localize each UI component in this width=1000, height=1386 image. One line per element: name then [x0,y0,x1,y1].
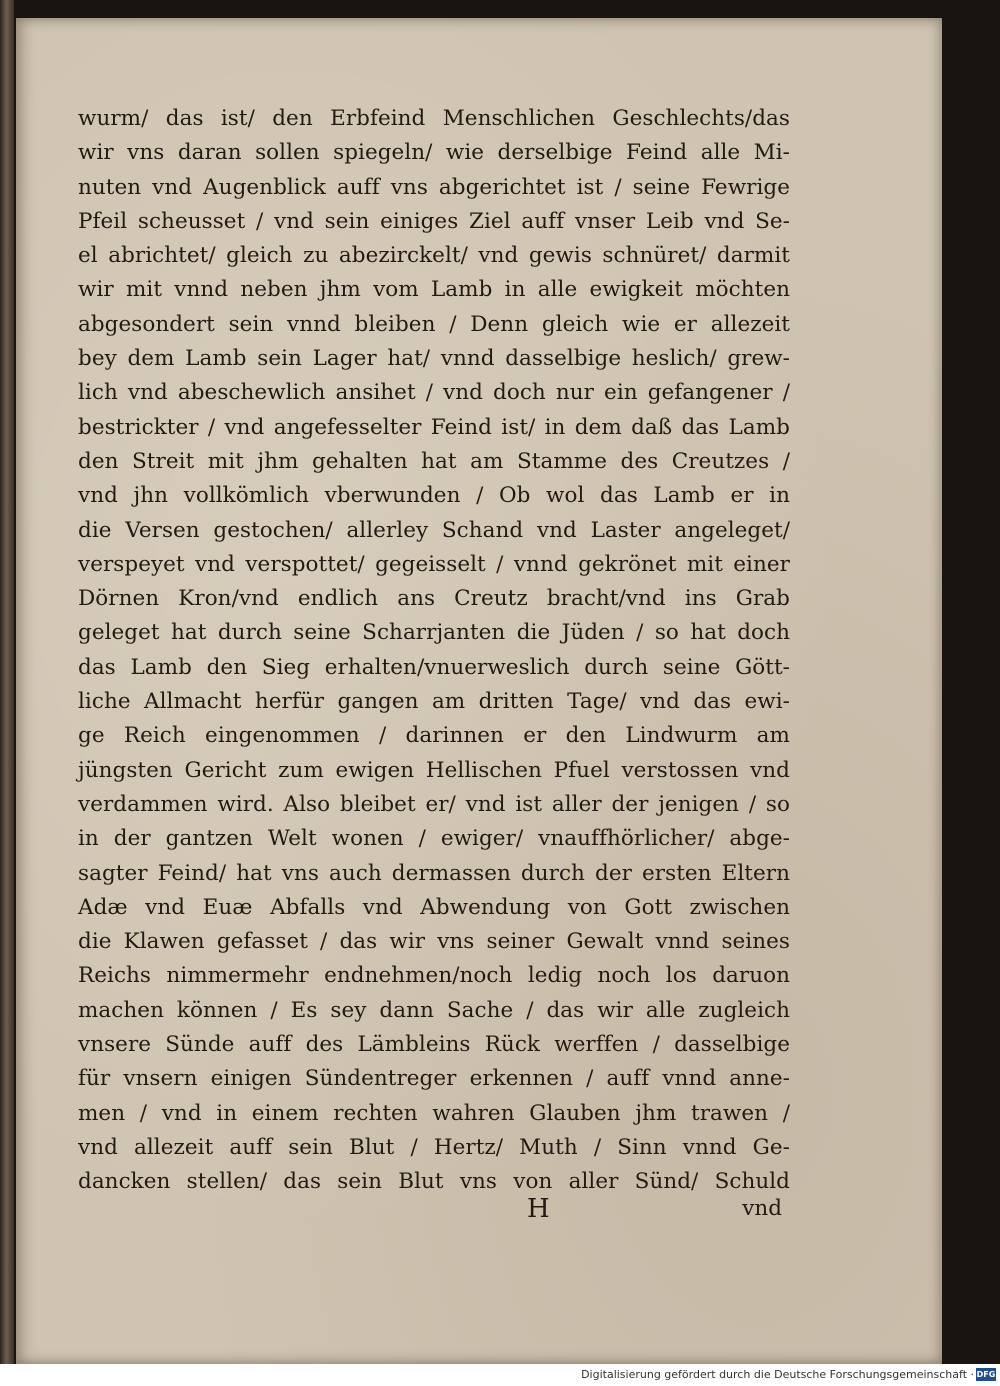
text-line: sagter Feind/ hat vns auch dermassen durch der ersten Eltern [78,860,790,886]
text-line: Pfeil scheusset / vnd sein einiges Ziel auff vnser Leib vnd Se- [78,208,790,234]
text-line: el abrichtet/ gleich zu abezirckelt/ vnd gewis schnüret/ darmit [78,243,790,269]
signature-mark: H [527,1194,550,1224]
text-line: abgesondert sein vnnd bleiben / Denn gleich wie er allezeit [78,311,790,337]
text-line: bestrickter / vnd angefesselter Feind ist/ in dem daß das Lamb [78,414,790,440]
text-line: den Streit mit jhm gehalten hat am Stamme des Creutzes / [78,448,790,474]
text-line: Reichs nimmermehr endnehmen/noch ledig noch los daruon [78,963,790,989]
text-line: wurm/ das ist/ den Erbfeind Menschlichen Geschlechts/das [78,106,790,131]
funding-credit: Digitalisierung gefördert durch die Deutsche Forschungsgemeinschaft · [581,1368,974,1381]
text-line: Adæ vnd Euæ Abfalls vnd Abwendung von Gott zwischen [78,894,790,920]
text-line: liche Allmacht herfür gangen am dritten Tage/ vnd das ewi- [78,689,790,715]
text-line: die Klawen gefasset / das wir vns seiner Gewalt vnnd seines [78,929,790,955]
text-line: jüngsten Gericht zum ewigen Hellischen Pfuel verstossen vnd [78,757,790,783]
text-line: wir mit vnnd neben jhm vom Lamb in alle ewigkeit möchten [78,277,790,303]
text-line: vnd jhn vollkömlich vberwunden / Ob wol das Lamb er in [78,483,790,509]
text-line: men / vnd in einem rechten wahren Glauben jhm trawen / [78,1100,790,1126]
text-line: verdammen wird. Also bleibet er/ vnd ist aller der jenigen / so [78,791,790,817]
text-line: wir vns daran sollen spiegeln/ wie derselbige Feind alle Mi- [78,140,790,166]
text-line: verspeyet vnd verspottet/ gegeisselt / vnnd gekrönet mit einer [78,551,790,577]
text-line: geleget hat durch seine Scharrjanten die Jüden / so hat doch [78,620,790,646]
text-line: das Lamb den Sieg erhalten/vnuerweslich durch seine Gött- [78,654,790,680]
text-line: lich vnd abeschewlich ansihet / vnd doch nur ein gefangener / [78,380,790,406]
text-line: für vnsern einigen Sündentreger erkennen / auff vnnd anne- [78,1066,790,1092]
text-line: die Versen gestochen/ allerley Schand vnd Laster angeleget/ [78,517,790,543]
text-line: ge Reich eingenommen / darinnen er den Lindwurm am [78,723,790,749]
text-line: Dörnen Kron/vnd endlich ans Creutz bracht/vnd ins Grab [78,586,790,612]
page-footer [78,1192,790,1226]
text-line: machen können / Es sey dann Sache / das wir alle zugleich [78,997,790,1023]
text-line: in der gantzen Welt wonen / ewiger/ vnauffhörlicher/ abge- [78,826,790,852]
book-page [16,18,942,1364]
body-text [78,102,790,1200]
text-line: bey dem Lamb sein Lager hat/ vnnd dasselbige heslich/ grew- [78,346,790,372]
text-line: dancken stellen/ das sein Blut vns von aller Sünd/ Schuld [78,1169,790,1195]
text-line: vnd allezeit auff sein Blut / Hertz/ Muth / Sinn vnnd Ge- [78,1134,790,1160]
dfg-logo: DFG [976,1370,996,1379]
text-line: vnsere Sünde auff des Lämbleins Rück werffen / dasselbige [78,1032,790,1058]
book-binding-edge [0,0,14,1364]
credit-bar [0,1364,1000,1386]
text-line: nuten vnd Augenblick auff vns abgerichtet ist / seine Fewrige [78,174,790,200]
catchword: vnd [742,1196,782,1221]
